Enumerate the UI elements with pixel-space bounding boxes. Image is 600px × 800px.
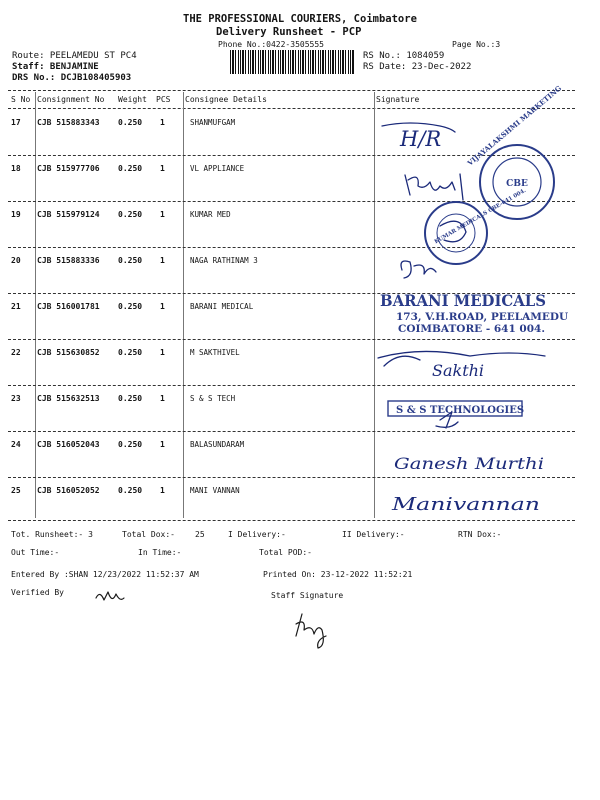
row-sno: 25 — [11, 486, 21, 495]
row-weight: 0.250 — [118, 256, 143, 265]
row-weight: 0.250 — [118, 164, 143, 173]
sheet-title: Delivery Runsheet - PCP — [216, 26, 362, 38]
row-sno: 18 — [11, 164, 21, 173]
row-sno: 19 — [11, 210, 21, 219]
svg-text:S & S TECHNOLOGIES: S & S TECHNOLOGIES — [396, 405, 525, 416]
row-weight: 0.250 — [118, 394, 143, 403]
row-pcs: 1 — [160, 164, 165, 173]
col-consignment: Consignment No — [37, 95, 105, 104]
tot-runsheet: Tot. Runsheet:- 3 — [11, 530, 93, 539]
barani-medicals-stamp — [380, 291, 568, 335]
row-sno: 23 — [11, 394, 21, 403]
row-sno: 20 — [11, 256, 21, 265]
row-consignee: NAGA RATHINAM 3 — [190, 256, 258, 265]
row-consignment: CJB 516052052 — [37, 486, 100, 495]
staff-name: Staff: BENJAMINE — [12, 62, 99, 72]
rs-number: RS No.: 1084059 — [363, 51, 445, 61]
row-consignment: CJB 515977706 — [37, 164, 100, 173]
verified-signature — [96, 592, 124, 600]
row-weight: 0.250 — [118, 440, 143, 449]
signature-row25: Manivannan — [390, 494, 540, 515]
drs-number: DRS No.: DCJB108405903 — [12, 73, 132, 83]
staff-signature-mark — [296, 614, 326, 648]
staff-signature: Staff Signature — [271, 591, 344, 600]
row-weight: 0.250 — [118, 486, 143, 495]
svg-text:KUMAR MEDICALS CBE-641 004.: KUMAR MEDICALS CBE-641 004. — [433, 187, 528, 246]
row-weight: 0.250 — [118, 348, 143, 357]
row-consignee: SHANMUFGAM — [190, 118, 236, 127]
entered-by: Entered By :SHAN 12/23/2022 11:52:37 AM — [11, 570, 199, 579]
row-consignee: M SAKTHIVEL — [190, 348, 240, 357]
row-consignee: BARANI MEDICAL — [190, 302, 254, 311]
row-consignment: CJB 515630852 — [37, 348, 100, 357]
in-time: In Time:- — [138, 548, 182, 557]
signature-row17: H/R — [400, 127, 442, 151]
printed-on: Printed On: 23-12-2022 11:52:21 — [263, 570, 413, 579]
row-sno: 17 — [11, 118, 21, 127]
row-pcs: 1 — [160, 302, 165, 311]
row-consignment: CJB 515979124 — [37, 210, 100, 219]
svg-text:VIJAYALAKSHMI MARKETING: VIJAYALAKSHMI MARKETING — [465, 83, 564, 168]
total-dox-value: 25 — [195, 530, 205, 539]
ii-delivery: II Delivery:- — [342, 530, 405, 539]
col-weight: Weight — [118, 95, 147, 104]
svg-text:CBE: CBE — [506, 179, 528, 189]
rtn-dox: RTN Dox:- — [458, 530, 502, 539]
verified-by: Verified By — [11, 588, 64, 597]
company-name: THE PROFESSIONAL COURIERS, Coimbatore — [183, 13, 417, 25]
row-pcs: 1 — [160, 348, 165, 357]
row-consignee: VL APPLIANCE — [190, 164, 245, 173]
signature-row20 — [401, 261, 436, 278]
row-pcs: 1 — [160, 210, 165, 219]
row-consignment: CJB 515883336 — [37, 256, 100, 265]
row-sno: 24 — [11, 440, 21, 449]
row-pcs: 1 — [160, 256, 165, 265]
row-sno: 22 — [11, 348, 21, 357]
kumar-medicals-stamp — [425, 188, 527, 264]
route: Route: PEELAMEDU ST PC4 — [12, 51, 137, 61]
total-dox-label: Total Dox:- — [122, 530, 175, 539]
rs-date: RS Date: 23-Dec-2022 — [363, 62, 472, 72]
row-consignment: CJB 516001781 — [37, 302, 100, 311]
phone-number: Phone No.:0422-3505555 — [218, 40, 324, 49]
i-delivery: I Delivery:- — [228, 530, 286, 539]
svg-text:BARANI MEDICALS: BARANI MEDICALS — [380, 291, 546, 310]
total-pod: Total POD:- — [259, 548, 312, 557]
col-signature: Signature — [376, 95, 420, 104]
svg-text:COIMBATORE - 641 004.: COIMBATORE - 641 004. — [398, 323, 545, 335]
row-consignee: MANI VANNAN — [190, 486, 240, 495]
row-consignment: CJB 515883343 — [37, 118, 100, 127]
row-weight: 0.250 — [118, 302, 143, 311]
row-consignment: CJB 516052043 — [37, 440, 100, 449]
signature-row18 — [405, 174, 463, 200]
row-pcs: 1 — [160, 486, 165, 495]
row-pcs: 1 — [160, 118, 165, 127]
row-consignee: KUMAR MED — [190, 210, 231, 219]
row-weight: 0.250 — [118, 118, 143, 127]
col-consignee: Consignee Details — [185, 95, 267, 104]
row-sno: 21 — [11, 302, 21, 311]
ss-tech-stamp — [388, 401, 524, 428]
row-consignee: S & S TECH — [190, 394, 236, 403]
signature-row22: Sakthi — [432, 361, 485, 380]
signature-row24: Ganesh Murthi — [394, 454, 544, 473]
svg-text:173, V.H.ROAD, PEELAMEDU: 173, V.H.ROAD, PEELAMEDU — [396, 311, 569, 323]
col-pcs: PCS — [156, 95, 171, 104]
out-time: Out Time:- — [11, 548, 60, 557]
row-pcs: 1 — [160, 394, 165, 403]
row-consignee: BALASUNDARAM — [190, 440, 245, 449]
row-weight: 0.250 — [118, 210, 143, 219]
row-pcs: 1 — [160, 440, 165, 449]
page-number: Page No.:3 — [452, 40, 501, 49]
row-consignment: CJB 515632513 — [37, 394, 100, 403]
col-sno: S No — [11, 95, 31, 104]
